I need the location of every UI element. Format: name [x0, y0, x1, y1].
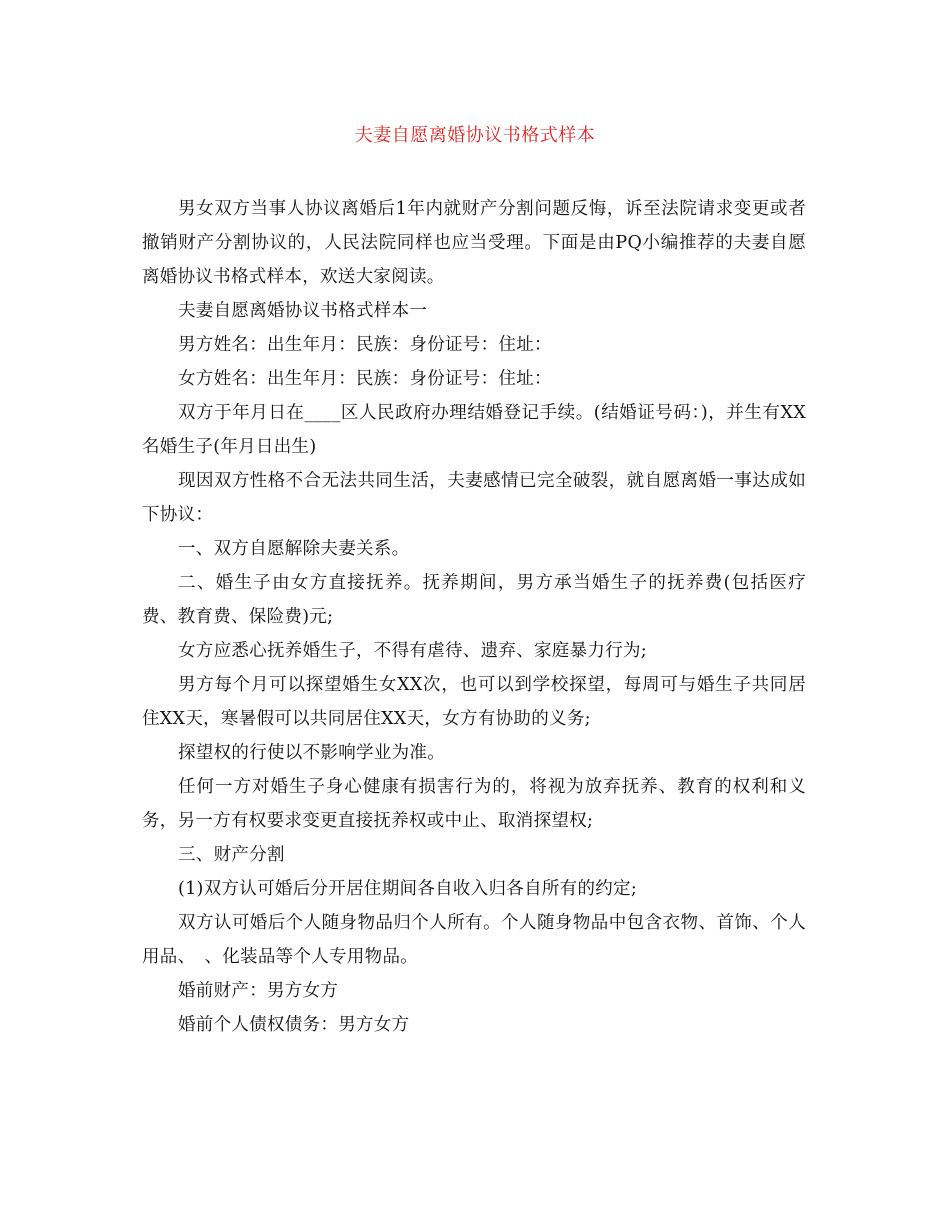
document-title: 夫妻自愿离婚协议书格式样本: [354, 125, 596, 146]
paragraph-reason: 现因双方性格不合无法共同生活，夫妻感情已完全破裂，就自愿离婚一事达成如下协议：: [142, 471, 806, 525]
paragraph-intro: 男女双方当事人协议离婚后1年内就财产分割问题反悔，诉至法院请求变更或者撤销财产分割协议的，人民法院同样也应当受理。下面是由PQ小编推荐的夫妻自愿离婚协议书格式样本，欢送大家阅读。: [142, 199, 806, 287]
paragraph-visitation: 男方每个月可以探望婚生女XX次，也可以到学校探望，每周可与婚生子共同居住XX天，寒暑假可以共同居住XX天，女方有协助的义务;: [142, 675, 806, 729]
paragraph-income: (1)双方认可婚后分开居住期间各自收入归各自所有的约定;: [178, 879, 638, 899]
paragraph-sample-heading: 夫妻自愿离婚协议书格式样本一: [178, 301, 428, 321]
paragraph-marriage-registration: 双方于年月日在____区人民政府办理结婚登记手续。(结婚证号码：)，并生有XX名婚生子(年月日出生): [142, 403, 806, 457]
paragraph-premarital-debt: 婚前个人债权债务：男方女方: [178, 1015, 410, 1035]
paragraph-male-info: 男方姓名：出生年月：民族：身份证号：住址：: [178, 335, 552, 355]
paragraph-harm-clause: 任何一方对婚生子身心健康有损害行为的，将视为放弃抚养、教育的权利和义务，另一方有权要求变更直接抚养权或中止、取消探望权;: [142, 777, 806, 831]
paragraph-clause-1: 一、双方自愿解除夫妻关系。: [178, 539, 410, 559]
document-body: [142, 192, 806, 1042]
paragraph-premarital-property: 婚前财产：男方女方: [178, 981, 339, 1001]
paragraph-clause-2: 二、婚生子由女方直接抚养。抚养期间，男方承当婚生子的抚养费(包括医疗费、教育费、保险费)元;: [142, 573, 806, 627]
paragraph-personal-items: 双方认可婚后个人随身物品归个人所有。个人随身物品中包含衣物、首饰、个人用品、 、化装品等个人专用物品。: [142, 913, 806, 967]
paragraph-female-info: 女方姓名：出生年月：民族：身份证号：住址：: [178, 369, 552, 389]
paragraph-visitation-limit: 探望权的行使以不影响学业为准。: [178, 743, 445, 763]
paragraph-custody-duty: 女方应悉心抚养婚生子，不得有虐待、遗弃、家庭暴力行为;: [178, 641, 647, 661]
paragraph-clause-3: 三、财产分割: [178, 845, 285, 865]
